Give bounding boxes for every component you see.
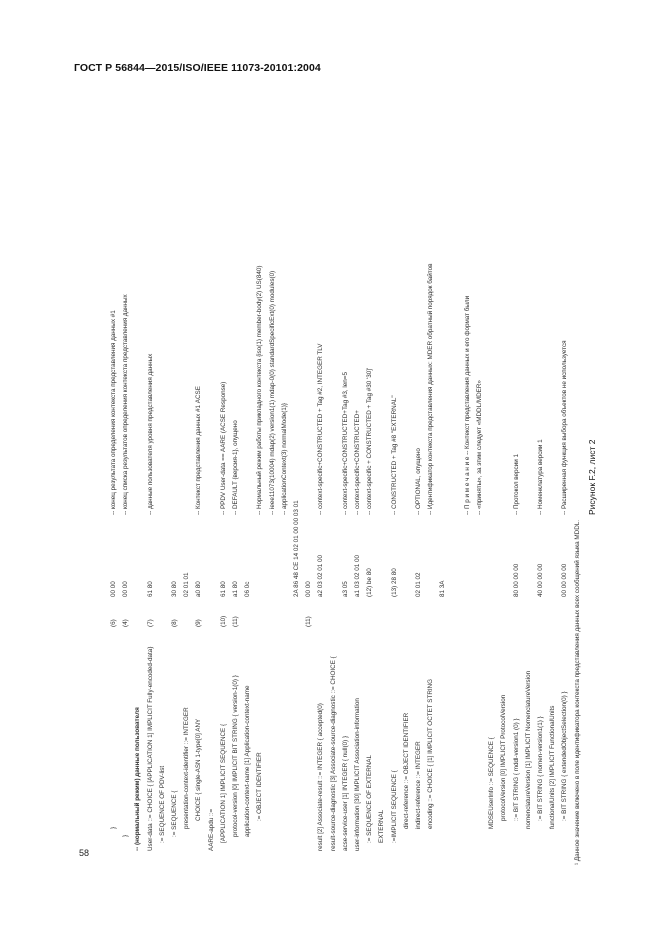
listing-code: presentation-context-identifier ::= INTEGER [183,707,191,829]
listing-row [291,95,302,865]
listing-comment: -- конец результата определения контекста представления данных #1 [110,310,117,515]
listing-tag: (9) [195,619,203,627]
listing-hex: a1 80 [232,581,239,597]
listing-row [547,95,558,865]
listing-block [100,95,600,865]
listing-comment: -- Нормальный режим работы прикладного контекста {iso(1) member-body(2) US(840) [256,265,264,515]
listing-hex: 81 3A [439,580,447,597]
listing-row [120,95,131,865]
listing-comment: -- «приняты», за этим следует «MDDL/MDER» [476,380,483,515]
listing-row [340,95,351,865]
listing-row [364,95,375,865]
listing-row [389,95,400,865]
listing-code: functionalUnits [2] IMPLICIT FunctionalUnits [549,705,557,829]
listing-comment: -- конец списка результатов определения контекста представления данных [122,294,130,515]
listing-hex: 40 00 00 00 [537,563,544,597]
listing-code: [APPLICATION 1] IMPLICIT SEQUENCE { [219,723,227,843]
listing-comment: -- CONSTRUCTED + Tag #8 "EXTERNAL" [390,395,398,515]
listing-row [242,95,253,865]
listing-comment: -- DEFAULT {версия-1}, опущено [232,420,239,515]
listing-tag: (11) [305,616,313,627]
listing-row [474,95,485,865]
listing-code: :=IMPLICIT SEQUENCE { [390,770,398,843]
listing-hex: 02 01 02 [415,572,422,597]
listing-row [511,95,522,865]
listing-hex: a1 03 02 01 00 [354,554,361,597]
listing-hex: 2A 86 48 CE 14 02 01 00 00 03 01 [293,500,300,597]
listing-hex: 00 00 00 00 [561,563,569,597]
listing-code: nomenclatureVersion [1] IMPLICIT NomenclatureVersion [524,670,532,829]
listing-code: := SEQUENCE { [171,790,178,837]
listing-row [486,95,497,865]
page-number: 58 [79,848,90,858]
listing-tag: (4) [122,619,130,627]
listing-hex: a0 80 [195,581,203,597]
listing-row [145,95,156,865]
listing-row [218,95,229,865]
listing-code: ¹ Данное значение включено в поле идентификатора контекста представления данных всех сообщений языка MDDL. [573,519,581,865]
listing-row [572,95,583,865]
listing-row [523,95,534,865]
document-header: ГОСТ Р 56844—2015/ISO/IEEE 11073-20101:2004 [74,62,321,74]
listing-code: := SEQUENCE OF PDV-list [158,765,166,843]
listing-hex: 00 00 [305,581,313,597]
listing-comment: -- context-specific+CONSTRUCTED+Tag #3, len=5 [341,372,349,515]
figure-caption: Рисунок F.2, лист 2 [587,439,597,515]
listing-hex: 06 0c [244,581,252,597]
listing-code: } [110,826,117,829]
listing-row [376,95,387,865]
listing-hex: 00 00 [110,581,117,597]
listing-row [559,95,570,865]
listing-row [328,95,339,865]
listing-comment: -- П р и м е ч а н и е -- Контекст представления данных и его формат были [463,295,471,515]
listing-code: indirect-reference ::= INTEGER [415,741,422,829]
listing-row [254,95,265,865]
listing-code: := BIT STRING { extendedObjectSelection(0) } [561,691,569,821]
listing-code: result-source-diagnostic [3] Associate-source-diagnostic ::= CHOICE { [329,656,337,851]
listing-row [279,95,290,865]
listing-code: AARE-apdu ::= [207,808,215,851]
listing-row [181,95,192,865]
listing-code: := OBJECT IDENTIFIER [256,752,264,821]
listing-row [535,95,546,865]
rotated-sheet [100,95,600,865]
listing-hex: a2 03 02 01 00 [317,554,325,597]
listing-code: result [2] Associate-result ::= INTEGER { accepted(0) [317,703,325,851]
listing-row [267,95,278,865]
listing-row [132,95,143,865]
listing-tag: (8) [171,619,178,627]
listing-code: -- (нормальный режим) данные пользователя [134,707,142,851]
listing-row [108,95,119,865]
listing-row [462,95,473,865]
listing-row [352,95,363,865]
listing-comment: -- Протокол версии 1 [512,454,520,515]
listing-code: user-information [30] IMPLICIT Association-information [354,698,361,851]
listing-row [498,95,509,865]
listing-code: := BIT STRING { nomen-version1(1) } [537,716,544,821]
listing-code: := SEQUENCE OF EXTERNAL [366,754,374,843]
listing-row [303,95,314,865]
listing-code: ::= BIT STRING { mddl-version1 (0) } [512,718,520,821]
listing-code: CHOICE { single-ASN 1-type[0] ANY [195,718,203,821]
listing-code: acse-service-user [1] INTEGER { null(0) } [341,735,349,851]
listing-code: EXTERNAL [378,809,386,843]
listing-row [157,95,168,865]
listing-row [169,95,180,865]
listing-code: protocolVersion [0] IMPLICIT ProtocolVersion [500,694,508,821]
listing-hex: (13) 28 80 [390,568,398,597]
listing-comment: -- context-specific + CONSTRUCTED + Tag #30 '30]' [366,367,374,515]
listing-hex: (12) be 80 [366,568,374,597]
listing-comment: -- Номенклатура версии 1 [537,439,544,515]
listing-row [401,95,412,865]
listing-row [230,95,241,865]
listing-code: direct-reference ::= OBJECT IDENTIFIER [402,712,410,829]
listing-row [193,95,204,865]
listing-tag: (10) [219,615,227,627]
listing-row [315,95,326,865]
listing-code: User-data ::= CHOICE { [APPLICATION 1] IMPLICIT Fully-encoded-data} [146,646,154,851]
listing-comment: -- context-specific+CONSTRUCTED+ [354,410,361,515]
listing-comment: -- ieee11073(10004) mdap(2) version1(1) mdap-0(0) standardSpecificExt(0) modules(0) [268,270,276,515]
listing-tag: (6) [110,619,117,627]
listing-hex: 00 00 [122,581,130,597]
listing-row [206,95,217,865]
listing-code: } [122,834,130,837]
listing-hex: 61 80 [219,581,227,597]
listing-code: protocol-version [0] IMPLICIT BIT STRING { version-1(0) } [232,675,239,837]
listing-code: application-context-name [1] Application-context-name [244,685,252,837]
listing-code: encoding ::= CHOICE { [1] IMPLICIT OCTET STRING [427,678,435,829]
listing-row [425,95,436,865]
listing-tag: (11) [232,616,239,627]
listing-hex: 02 01 01 [183,572,191,597]
listing-comment: -- данные пользователя уровня представления данных [146,353,154,515]
listing-row [437,95,448,865]
listing-hex: 30 80 [171,581,178,597]
listing-comment: -- Расширенная функция выбора объектов не используется [561,340,569,515]
listing-comment: -- Идентификатор контекста представления данных: MDER обратный порядок байтов [427,263,435,515]
listing-comment: -- applicationContext(3) normalMode(1)} [280,403,288,515]
listing-hex: 61 80 [146,581,154,597]
listing-hex: 80 00 00 00 [512,563,520,597]
listing-row [450,95,461,865]
listing-tag: (7) [146,619,154,627]
listing-comment: -- context-specific+CONSTRUCTED + Tag #2, INTEGER TLV [317,343,325,515]
listing-hex: a3 05 [341,581,349,597]
listing-comment: -- Контекст представления данных #1 ACSE [195,386,203,515]
listing-comment: -- OPTIONAL, опущено [415,448,422,515]
listing-code: MDSEUserInfo ::= SEQUENCE { [488,737,496,829]
listing-comment: -- PPDV User-data == AARE (ACSE Response) [219,381,227,515]
listing-row [413,95,424,865]
